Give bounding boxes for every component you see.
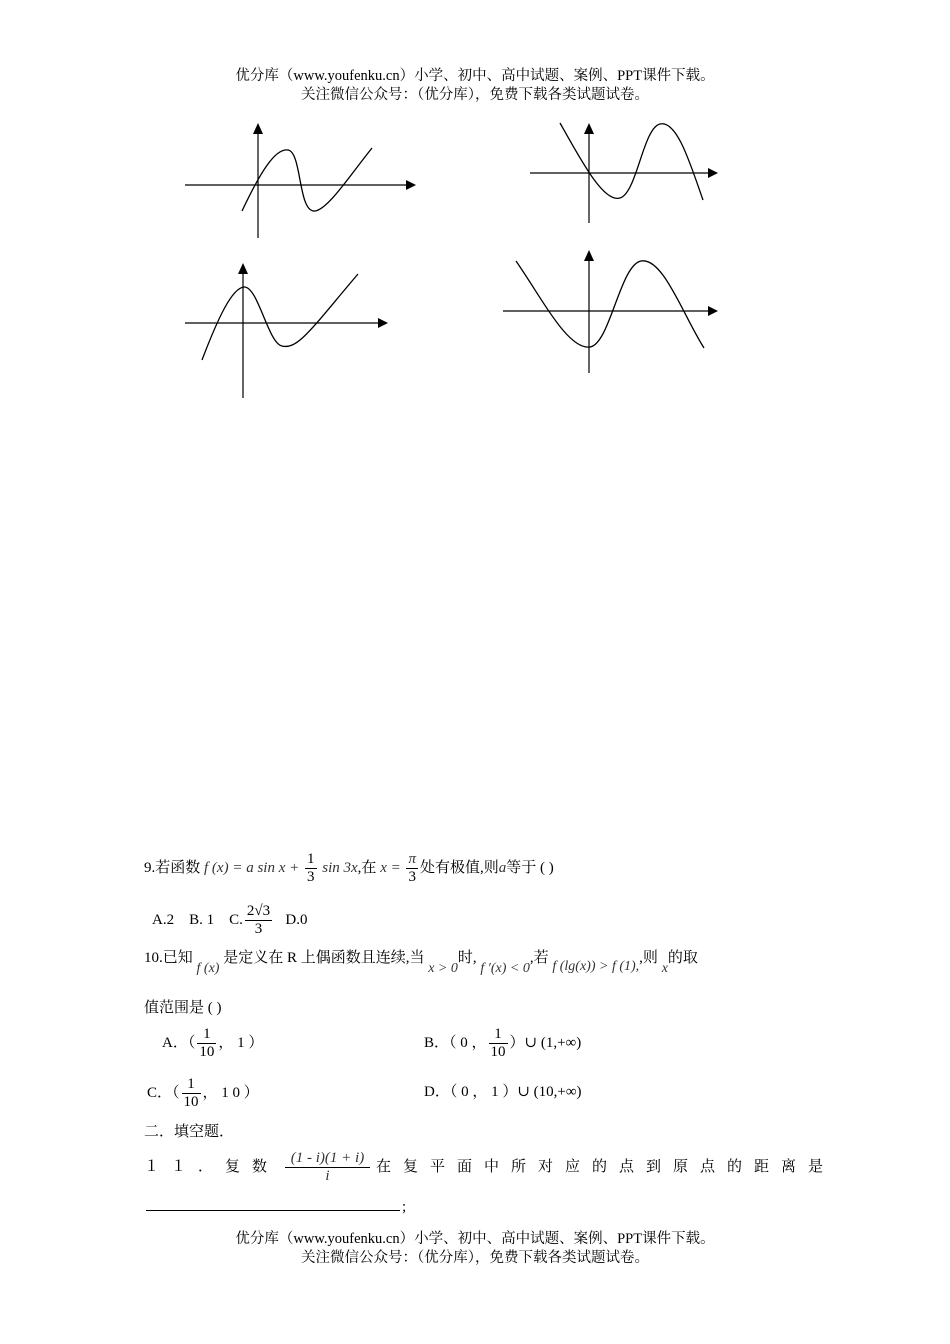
q9-mid: ,在	[357, 859, 377, 876]
graph-d	[498, 245, 730, 375]
q10-t5: 的取	[667, 950, 698, 966]
q10-option-a-tail: ， 1 ）	[218, 1034, 264, 1051]
q9-frac-den: 3	[307, 869, 315, 885]
q10-prefix: 10.已知	[144, 950, 193, 966]
q10-t1: 是定义在 R 上偶函数且连续,当	[223, 950, 425, 966]
q10-option-c-fraction	[182, 1076, 201, 1111]
graph-c-svg	[180, 258, 395, 403]
graph-a	[180, 118, 425, 243]
q10-option-b-fraction	[489, 1026, 508, 1061]
q10-option-d: D．（ 0 ， 1 ）∪ (10,+∞)	[424, 1084, 582, 1100]
q10-option-b-label: B．（ 0 ，	[424, 1034, 487, 1051]
q9-fraction	[305, 851, 317, 886]
q10-t2: 时,	[457, 950, 477, 966]
header-line-1: 优分库（www.youfenku.cn）小学、初中、高中试题、案例、PPT课件下载。	[235, 68, 715, 84]
q9-option-c-num: 2√3	[246, 903, 271, 919]
q9-option-a: A.2	[152, 911, 175, 928]
q10-option-b-den: 10	[490, 1044, 506, 1060]
q10-option-a-fraction	[197, 1026, 216, 1061]
q10-line2: 值范围是 ( )	[144, 1000, 222, 1016]
q9-option-c: C.	[229, 911, 243, 928]
q9-end: 等于 ( )	[506, 859, 554, 876]
footer-line-2: 关注微信公众号：（优分库），免费下载各类试题试卷。	[301, 1250, 649, 1266]
q10-option-a-num: 1	[197, 1026, 216, 1044]
q10-option-a-label: A．（	[162, 1034, 196, 1051]
q10-t3: ,若	[529, 950, 549, 966]
q10-fx: f (x)	[196, 961, 220, 976]
q10-option-b	[424, 1026, 581, 1061]
q9-option-b: B. 1	[189, 911, 215, 928]
graph-a-svg	[180, 118, 425, 243]
q9-x-eq: x =	[380, 859, 401, 876]
q10-option-a	[162, 1026, 263, 1061]
q9-prefix: 9.若函数	[144, 859, 201, 876]
q10-option-c-label: C．（	[147, 1084, 180, 1101]
q11-num: (1 - i)(1 + i)	[285, 1150, 370, 1168]
q10-x-gt-0: x > 0	[428, 961, 458, 976]
q9-a: a	[498, 859, 507, 876]
q10-condition: f (lg(x)) > f (1),	[552, 959, 640, 974]
q9-option-c-fraction	[245, 903, 272, 938]
question-11	[144, 1150, 835, 1185]
graph-c	[180, 258, 395, 403]
q10-option-c-den: 10	[183, 1094, 199, 1110]
q9-pi-num: π	[408, 851, 416, 867]
q9-options	[152, 903, 307, 938]
header-line-2: 关注微信公众号：（优分库），免费下载各类试题试卷。	[301, 87, 649, 103]
q11-den: i	[325, 1168, 330, 1184]
graph-b-svg	[525, 118, 730, 228]
q9-pi-den: 3	[408, 869, 416, 885]
q11-answer-blank[interactable]	[146, 1210, 400, 1211]
q11-end: ;	[402, 1199, 407, 1215]
q10-option-a-den: 10	[199, 1044, 215, 1060]
q10-option-b-num: 1	[489, 1026, 508, 1044]
q9-pi-fraction	[406, 851, 418, 886]
q10-fprime: f ′(x) < 0	[480, 961, 530, 976]
question-9	[144, 851, 554, 886]
q9-frac-num: 1	[307, 851, 315, 867]
q10-option-c-num: 1	[182, 1076, 201, 1094]
q9-fx: f (x) = a sin x +	[204, 859, 300, 876]
question-10	[144, 948, 814, 976]
q11-suffix: 在复平面中所对应的点到原点的距离是	[375, 1158, 835, 1175]
q10-option-c-tail: ， 1 0 ）	[202, 1084, 259, 1101]
q11-prefix: １１．复数	[144, 1158, 280, 1175]
graph-d-svg	[498, 245, 730, 375]
q9-option-d: D.0	[285, 911, 308, 928]
q10-x: x	[661, 961, 668, 976]
q9-option-c-den: 3	[254, 921, 263, 937]
graph-b	[525, 118, 730, 228]
q9-suffix: 处有极值,则	[419, 859, 499, 876]
q10-option-b-tail: ）∪ (1,+∞)	[509, 1034, 582, 1051]
q11-fraction	[285, 1150, 370, 1185]
q10-option-c	[147, 1076, 259, 1111]
footer-line-1: 优分库（www.youfenku.cn）小学、初中、高中试题、案例、PPT课件下载。	[235, 1231, 715, 1247]
q10-t4: ,则	[639, 950, 658, 966]
section-2-title: 二．填空题．	[144, 1124, 235, 1140]
q9-sin3x: sin 3x	[322, 859, 358, 876]
